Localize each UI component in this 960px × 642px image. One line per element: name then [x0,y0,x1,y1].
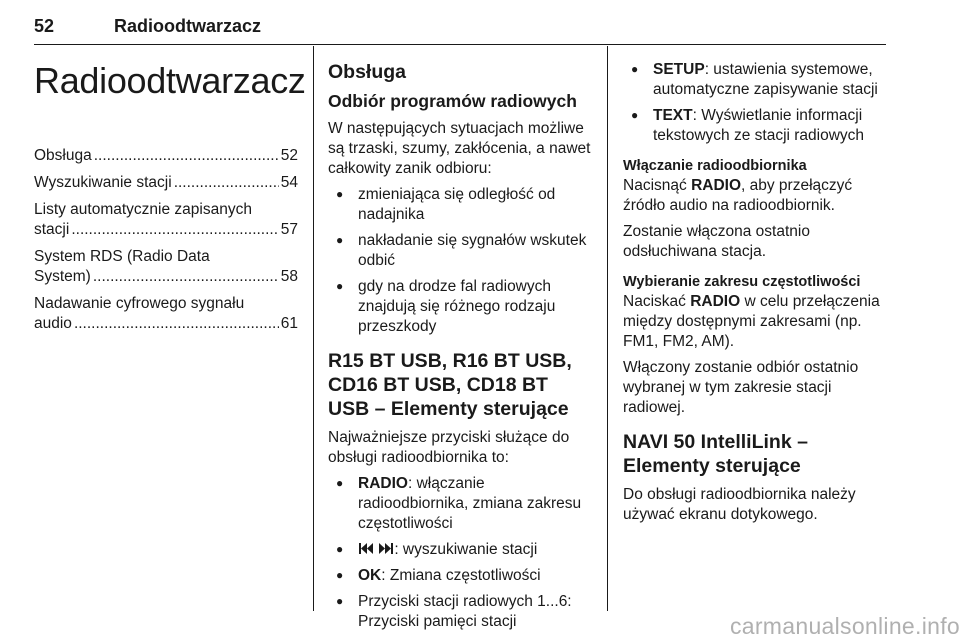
right-column [623,60,887,531]
toc-page: 54 [280,174,298,191]
toc-label: Obsługa [34,147,92,164]
toc-label-line1: System RDS (Radio Data [34,248,210,265]
toc-entry-listy[interactable] [34,200,298,240]
page-header [34,10,886,45]
page-number: 52 [34,16,55,36]
toc-label: stacji [34,221,70,238]
controls-intro: Najważniejsze przyciski służące do obsługi radioodbiornika to: [328,429,570,466]
prev-track-icon [358,540,374,560]
left-column [34,60,306,341]
toc-page: 52 [280,147,298,164]
toc-label: Wyszukiwanie stacji [34,174,172,191]
chapter-title: Radioodtwarzacz [34,60,306,101]
band-note: Włączony zostanie odbiór ostatnio wybranej w tym zakresie stacji radiowej. [623,359,859,416]
controls-list-continued [623,60,887,146]
toc-entry-rds[interactable] [34,247,298,287]
key-label: RADIO [358,475,408,492]
list-item: ● SETUP: ustawienia systemowe, automatyczne zapisywanie stacji [623,60,887,100]
models-title: R15 BT USB, R16 BT USB, CD16 BT USB, CD18 BT USB – Elementy sterujące [328,350,572,420]
list-item: ● : wyszukiwanie stacji [328,540,592,560]
turn-on-title: Włączanie radioodbiornika [623,158,807,174]
toc-page: 61 [280,315,298,332]
list-item: ● Przyciski stacji radiowych 1...6: Przyciski pamięci stacji [328,592,592,632]
navi-title: NAVI 50 IntelliLink – Elementy sterujące [623,431,808,477]
reception-issues-list [328,185,592,337]
toc-entry-wyszukiwanie[interactable] [34,173,298,193]
column-divider [607,46,608,611]
navi-paragraph: Do obsługi radioodbiornika należy używać ekranu dotykowego. [623,486,856,523]
list-item: ● zmieniająca się odległość od nadajnika [328,185,592,225]
list-item: ● RADIO: włączanie radioodbiornika, zmiana zakresu częstotliwości [328,474,592,534]
subsection-title: Odbiór programów radiowych [328,91,577,111]
toc-page: 58 [280,268,298,285]
section-title: Obsługa [328,61,407,83]
intro-paragraph: W następujących sytuacjach możliwe są trzaski, szumy, zakłócenia, a nawet całkowity zanik odbioru: [328,120,591,177]
watermark: carmanualsonline.info [729,613,960,639]
middle-column [328,60,592,638]
toc-label: audio [34,315,72,332]
list-item: ● nakładanie się sygnałów wskutek odbić [328,231,592,271]
toc-entry-obsluga[interactable] [34,146,298,166]
band-paragraph: Naciskać RADIO w celu przełączenia między dostępnymi zakresami (np. FM1, FM2, AM). [623,293,880,350]
key-label: TEXT [653,107,693,124]
next-track-icon [378,540,394,560]
controls-list [328,474,592,632]
key-label: OK [358,567,382,584]
turn-on-note: Zostanie włączona ostatnio odsłuchiwana stacja. [623,223,810,260]
toc-page: 57 [280,221,298,238]
list-item: ● TEXT: Wyświetlanie informacji tekstowych ze stacji radiowych [623,106,887,146]
table-of-contents [34,146,298,334]
list-item: ● gdy na drodze fal radiowych znajdują się różnego rodzaju przeszkody [328,277,592,337]
toc-label-line1: Listy automatycznie zapisanych [34,201,252,218]
toc-label: System) [34,268,91,285]
list-item: ● OK: Zmiana częstotliwości [328,566,592,586]
toc-entry-dab[interactable] [34,294,298,334]
toc-label-line1: Nadawanie cyfrowego sygnału [34,295,245,312]
turn-on-paragraph: Nacisnąć RADIO, aby przełączyć źródło audio na radioodbiornik. [623,177,853,214]
band-title: Wybieranie zakresu częstotliwości [623,274,861,290]
running-title: Radioodtwarzacz [114,16,262,36]
key-label: SETUP [653,61,705,78]
column-divider [313,46,314,611]
